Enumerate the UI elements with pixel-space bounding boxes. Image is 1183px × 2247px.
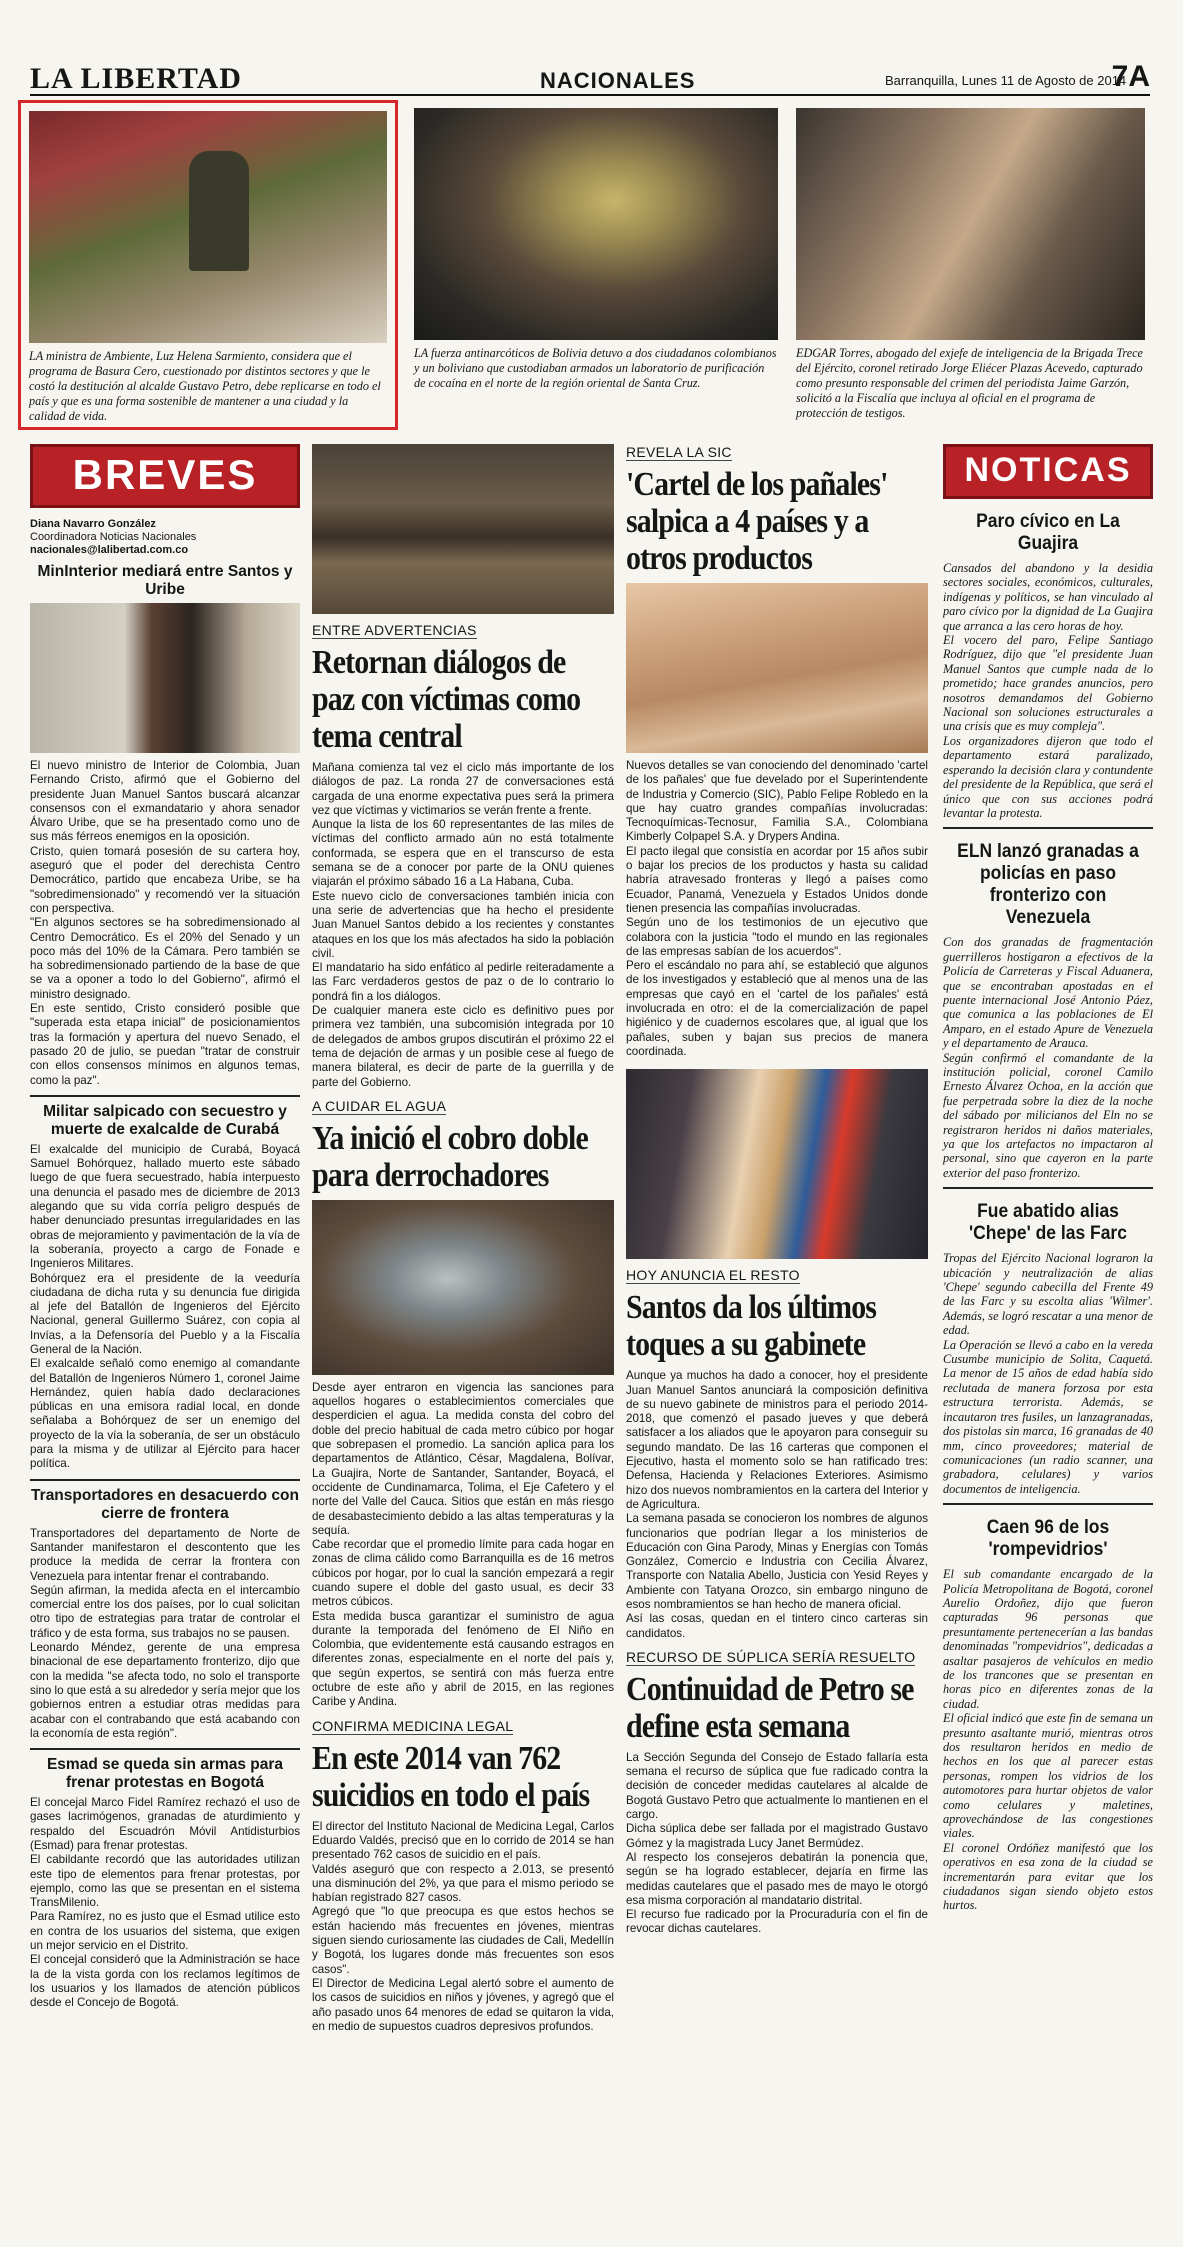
photo-lawyer-portrait: [796, 108, 1145, 340]
byline-name: Diana Navarro González: [30, 518, 156, 530]
photo-caption: LA fuerza antinarcóticos de Bolivia detuvo a dos ciudadanos colombianos y un boliviano que custodiaban armados un laboratorio de purificación de cocaína en el norte de la región oriental de Santa Cruz.: [414, 346, 777, 390]
brief-body: [30, 1796, 300, 2010]
brief-body: [30, 1143, 300, 1472]
noticias-column: [943, 444, 1153, 1913]
story-headline: Retornan diálogos de paz con víctimas como tema central: [312, 644, 581, 755]
paragraph: Aunque la lista de los 60 representantes de las miles de víctimas del conflicto armado aún no está totalmente conformada, se espera que en el transcurso de esta semana se de a conocer por parte de la ONU quienes viajarán el próximo sábado 16 a La Habana, Cuba.: [312, 818, 614, 889]
paragraph: Aunque ya muchos ha dado a conocer, hoy el presidente Juan Manuel Santos anunciará la composición definitiva de su nuevo gabinete de ministros para el periodo 2014-2018, que comenzó el pasado jueves y que deberá satisfacer a los aliados que le apoyaron para conseguir su segundo mandato. De las 16 carteras que componen el Ejecutivo, hasta el momento solo se han ratificado tres: Defensa, Hacienda y Relaciones Exteriores. Asimismo hizo dos nuevos nombramientos en la cartera del Interior y de Agricultura.: [626, 1369, 928, 1511]
paragraph: Mañana comienza tal vez el ciclo más importante de los diálogos de paz. La ronda 27 de conversaciones está cargada de una enorme expectativa pues será la primera vez que víctimas y victimarios se verán frente a frente.: [312, 761, 614, 817]
story-body: [626, 1369, 928, 1641]
paragraph: Cristo, quien tomará posesión de su cartera hoy, aseguró que el poder del derechista Centro Democrático, partido que encabeza Uribe, se ha "sobredimensionado" y recomendó ver la situación con perspectiva.: [30, 844, 300, 915]
peace-talks-photo: [312, 444, 614, 614]
photo-band: [18, 100, 1153, 430]
story-headline: Ya inició el cobro doble para derrochadores: [312, 1119, 588, 1194]
story-body: [312, 761, 614, 1090]
page-number: 7A: [1111, 60, 1150, 93]
paragraph: Nuevos detalles se van conociendo del denominado 'cartel de los pañales' que fue develado por el Superintendente de Industria y Comercio (SIC), Pablo Felipe Robledo en la que hay cuatro grandes compañías involucradas: Tecnoquímicas-Tecnosur, Familia S.A., Colombiana Kimberly Colpapel S.A. y Drypers Andina.: [626, 759, 928, 844]
paragraph: Según uno de los testimonios de un ejecutivo que colabora con la justicia "todo el mundo en las regionales de las empresas sabían de los acuerdos".: [626, 916, 928, 958]
paragraph: El coronel Ordóñez manifestó que los operativos en esa zona de la ciudad se incrementarán para evitar que los ciudadanos sigan siendo objeto estos hurtos.: [943, 1840, 1153, 1913]
paragraph: Desde ayer entraron en vigencia las sanciones para aquellos hogares o establecimientos comerciales que desperdicien el agua. La medida consta del cobro del doble del precio habitual de cada metro cúbico por hogar que sobrepasen el promedio. La sanción aplica para los departamentos de Atlántico, César, Magdalena, Bolívar, La Guajira, Norte de Santander, Santander, Boyacá, el occidente de Cundinamarca, Tolima, el Eje Cafetero y el norte del Valle del Cauca. Sitios que están en más riesgo de desabastecimiento debido a las altas temperaturas y la sequía.: [312, 1380, 614, 1537]
divider: [943, 1503, 1153, 1505]
paragraph: Con dos granadas de fragmentación guerrilleros hostigaron a efectivos de la Policía de Carreteras y Fiscal Aduanera, que se encontraban apostadas en el puente internacional José Antonio Páez, que comunica a las poblaciones de El Amparo, en el estado Apure de Venezuela y el departamento de Arauca.: [943, 935, 1153, 1051]
brief-body: [943, 1251, 1153, 1496]
paragraph: El Director de Medicina Legal alertó sobre el aumento de los casos de suicidios en niños y jóvenes, y agregó que el año pasado unos 64 menores de edad se quitaron la vida, en medio de supuestos cuadros depresivos profundos.: [312, 1976, 614, 2033]
divider: [30, 1479, 300, 1481]
story-kicker: REVELA LA SIC: [626, 444, 732, 460]
paragraph: Valdés aseguró que con respecto a 2.013, se presentó una disminución del 2%, ya que para el mismo periodo se habían registrado 827 casos.: [312, 1862, 614, 1905]
masthead: [30, 60, 1150, 96]
paragraph: La Sección Segunda del Consejo de Estado fallaría esta semana el recurso de súplica que fue radicado contra la decisión de conceder medidas cautelares al alcalde de Bogotá Gustavo Petro que actualmente lo mantienen en el cargo.: [626, 1750, 928, 1822]
story-headline: Santos da los últimos toques a su gabinete: [626, 1289, 877, 1364]
divider: [943, 1187, 1153, 1189]
brief-headline: Transportadores en desacuerdo con cierre de frontera: [31, 1486, 299, 1522]
story-body: [626, 1751, 928, 1937]
paragraph: Transportadores del departamento de Norte de Santander manifestaron el descontento que les produce la medida de cerrar la frontera con Venezuela para intentar frenar el contrabando.: [30, 1526, 300, 1583]
paragraph: El mandatario ha sido enfático al pedirle reiteradamente a las Farc verdaderos gestos de paz o de lo contrario lo pondrá fin a los diálogos.: [312, 961, 614, 1003]
paragraph: Pero el escándalo no para ahí, se estableció que algunos de los investigados y estableció que al menos una de las empresas que cayó en el 'cartel de los pañales' está involucrada en otro: el de la comercialización de papel higiénico y de cuadernos escolares que, al igual que los pañales, suben y bajan sus precios de manera coordinada.: [626, 959, 928, 1058]
divider: [30, 1748, 300, 1750]
brief-headline: Fue abatido alias 'Chepe' de las Farc: [969, 1201, 1127, 1245]
paragraph: "En algunos sectores se ha sobredimensionado al Centro Democrático. Es el 20% del Senado y un poco más del 10% de la Cámara. Pero también se ha sobredimensionado partiendo de la base de que se va a oponer a todo lo del Gobierno", afirmó el ministro designado.: [30, 916, 300, 1001]
newspaper-brand: LA LIBERTAD: [30, 62, 242, 95]
brief-headline: Militar salpicado con secuestro y muerte de exalcalde de Curabá: [43, 1102, 287, 1138]
paragraph: El cabildante recordó que las autoridades utilizan este tipo de elementos para frenar protestas, por ejemplo, como las que se presentan en el sistema TransMilenio.: [30, 1853, 300, 1910]
minister-photo: [30, 603, 300, 753]
byline-role: Coordinadora Noticias Nacionales: [30, 531, 197, 543]
paragraph: El director del Instituto Nacional de Medicina Legal, Carlos Eduardo Valdés, precisó que en lo corrido de 2014 se han presentado 762 casos de suicidio en el país.: [312, 1819, 614, 1862]
story-headline: 'Cartel de los pañales' salpica a 4 países y a otros productos: [626, 466, 888, 577]
story-body: [626, 759, 928, 1059]
paragraph: Esta medida busca garantizar el suministro de agua durante la temporada del fenómeno de El Niño en Colombia, que evidentemente está causando estragos en diferentes zonas, especialmente en el norte del país y, que según expertos, se sentirá con más fuerza entre octubre de este año y abril de 2015, en las regiones Caribe y Andina.: [312, 1609, 614, 1709]
byline-email: nacionales@lalibertad.com.co: [30, 544, 189, 556]
paragraph: Agregó que "lo que preocupa es que estos hechos se están haciendo más frecuentes en jóvenes, mientras siguen siendo curiosamente las ciudades de Cali, Medellín y Bogotá, los lugares donde más frecuentes son esos casos".: [312, 1905, 614, 1976]
photo-block-1: [18, 100, 398, 430]
paragraph: Dicha súplica debe ser fallada por el magistrado Gustavo Gómez y la magistrada Lucy Janet Bermúdez.: [626, 1822, 928, 1850]
brief-body: [30, 759, 300, 1088]
paragraph: La Operación se llevó a cabo en la vereda Cusumbe municipio de Solita, Caquetá. La menor de 15 años de edad había sido reclutada de manera forzosa por esta estructura terrorista. Además, se incautaron tres fusiles, un lanzagranadas, dos pistolas sin marca, 16 granadas de 40 mm, cinco proveedores; material de comunicaciones (un radio scanner, una grabadora, celulares) y varios documentos de inteligencia.: [943, 1337, 1153, 1496]
photo-caption: LA ministra de Ambiente, Luz Helena Sarmiento, considera que el programa de Basura Cero, cuestionado por distintos sectores y que le costó la destitución al alcalde Gustavo Petro, debe replicarse en todo el país y que es una forma sostenible de mantener a una ciudad y la calidad de vida.: [29, 349, 381, 423]
brief-headline: Esmad se queda sin armas para frenar protestas en Bogotá: [46, 1756, 284, 1792]
paragraph: Bohórquez era el presidente de la veeduría ciudadana de dicha ruta y su denuncia fue dirigida al jefe del Batallón de Ingenieros del Ejército Nacional, general Guillermo Suárez, con copia al Invías, a la Defensoría del Pueblo y a la Fiscalía General de la Nación.: [30, 1271, 300, 1356]
paragraph: El pacto ilegal que consistía en acordar por 15 años subir o bajar los precios de los productos y hasta su calidad habría atravesado fronteras y llegó a países como Ecuador, Panamá, Venezuela y Estados Unidos donde tienen presencia las compañías involucradas.: [626, 844, 928, 915]
santos-photo: [626, 1069, 928, 1259]
paragraph: Cansados del abandono y la desidia sectores sociales, económicos, culturales, indígenas y políticos, se han vinculado al paro cívico por la dignidad de La Guajira que arranca a las cero horas de hoy.: [943, 561, 1153, 633]
story-kicker: HOY ANUNCIA EL RESTO: [626, 1267, 800, 1284]
byline: [30, 518, 300, 557]
paragraph: El recurso fue radicado por la Procuraduría con el fin de revocar dichas cautelares.: [626, 1908, 928, 1936]
paragraph: El oficial indicó que este fin de semana un presunto asaltante murió, mientras otros dos resultaron heridos en medio de hechos en los que al parecer estas personas, rompen los vidrios de los automotores para hurtar objetos de valor como celulares y maletines, aprovechándose de las congestiones viales.: [943, 1711, 1153, 1841]
paragraph: La semana pasada se conocieron los nombres de algunos funcionarios que podrían llegar a los ministerios de Educación con Gina Parody, Minas y Energías con Tomás González, Comercio e Industria con Cecilia Álvarez, Transporte con Natalia Abello, Justicia con Yesid Reyes y Ambiente con Tatyana Orozco, sin embargo ninguno de esos nombramientos se han hecho de manera oficial.: [626, 1512, 928, 1611]
paragraph: El nuevo ministro de Interior de Colombia, Juan Fernando Cristo, afirmó que el Gobierno del presidente Juan Manuel Santos buscará alcanzar consensos con el exmandatario y ahora senador Álvaro Uribe, que se ha presentado como uno de sus más férreos enemigos en la oposición.: [30, 759, 300, 844]
brief-body: [943, 935, 1153, 1180]
story-body: [312, 1820, 614, 2034]
paragraph: Cabe recordar que el promedio límite para cada hogar en zonas de clima cálido como Barranquilla es de 16 metros cúbicos por hogar, por lo cual la sanción empezará a regir cuando supere el doble del gasto usual, es decir 33 metros cúbicos.: [312, 1538, 614, 1609]
breves-column: [30, 444, 300, 2011]
paragraph: Así las cosas, quedan en el tintero cinco carteras sin candidatos.: [626, 1612, 928, 1640]
brief-headline: ELN lanzó granadas a policías en paso fronterizo con Venezuela: [957, 841, 1139, 929]
diapers-photo: [626, 583, 928, 753]
brief-headline: Paro cívico en La Guajira: [976, 511, 1120, 554]
noticias-label: NOTICAS: [943, 444, 1153, 499]
news-column-2: [312, 444, 614, 2034]
story-headline: En este 2014 van 762 suicidios en todo el país: [312, 1739, 590, 1814]
divider: [943, 827, 1153, 829]
story-kicker: RECURSO DE SÚPLICA SERÍA RESUELTO: [626, 1648, 916, 1665]
paragraph: Este nuevo ciclo de conversaciones también inicia con una serie de advertencias que ha hecho el presidente Juan Manuel Santos debido a los recientes y constantes ataques en los que los más afectados ha sido la población civil.: [312, 889, 614, 960]
photo-cocaine-lab: [414, 108, 778, 340]
section-title: NACIONALES: [540, 68, 696, 93]
paragraph: Según confirmó el comandante de la institución policial, coronel Camilo Ernesto Álvarez Ochoa, en la acción que fue perpetrada sobre la diez de la noche del sábado por milicianos del Eln no se registraron heridos ni daños materiales, ya que los artefactos no impactaron al personal, sino que cayeron en la parte exterior del paso fronterizo.: [943, 1050, 1153, 1180]
paragraph: Para Ramírez, no es justo que el Esmad utilice esto en contra de los usuarios del sistema, que exigen un mejor servicio en el Distrito.: [30, 1910, 300, 1953]
breves-label: BREVES: [30, 444, 300, 508]
paragraph: El vocero del paro, Felipe Santiago Rodríguez, dijo que "el presidente Juan Manuel Santos que cumple nada de lo prometido; hace grandes anuncios, pero nosotros demandamos del Gobierno Nacional son soluciones estructurales a una crisis que es muy compleja".: [943, 633, 1153, 734]
story-headline: Continuidad de Petro se define esta semana: [626, 1670, 914, 1745]
paragraph: De cualquier manera este ciclo es definitivo pues por primera vez también, una subcomisión integrada por 10 de delegados de ambos grupos discutirán el próximo 22 el tema de dejación de armas y un posible cese al fuego de manera bilateral, es decir de parte de la guerrilla y de parte del Gobierno.: [312, 1004, 614, 1089]
story-kicker: ENTRE ADVERTENCIAS: [312, 622, 477, 638]
paragraph: El concejal consideró que la Administración se hace la de la vista gorda con los reclamos legítimos de los usuarios y los llamados de atención públicos desde el Concejo de Bogotá.: [30, 1953, 300, 2010]
paragraph: En este sentido, Cristo consideró posible que "superada esta etapa inicial" de posicionamientos tras la formación y apertura del nuevo Senado, el pasado 20 de julio, se puedan "tratar de construir con ellos consensos mínimos en algunos temas, como la paz".: [30, 1002, 300, 1087]
brief-body: [943, 561, 1153, 820]
paragraph: El sub comandante encargado de la Policía Metropolitana de Bogotá, coronel Aurelio Ordoñez, dijo que fueron capturadas 96 personas que presuntamente pertenecerían a las bandas denominadas "rompevidrios", dedicadas a asaltar pasajeros de vehículos en medio de los trancones que se presentan en horas pico en diferentes zonas de la ciudad.: [943, 1567, 1153, 1711]
paragraph: Los organizadores dijeron que todo el departamento estará paralizado, esperando la decisión clara y contundente del presidente de la República, que será el único que con sus acciones podrá levantar la protesta.: [943, 733, 1153, 820]
water-tap-photo: [312, 1200, 614, 1375]
paragraph: Al respecto los consejeros debatirán la ponencia que, según se ha logrado establecer, dejaría en firme las medidas cautelares que el pasado mes de mayo le otorgó esa misma corporación al mandatario distrital.: [626, 1850, 928, 1907]
story-kicker: CONFIRMA MEDICINA LEGAL: [312, 1717, 514, 1734]
photo-block-3: [788, 100, 1153, 430]
news-column-3: [626, 444, 928, 1937]
brief-body: [30, 1527, 300, 1741]
divider: [30, 1095, 300, 1097]
brief-headline: Caen 96 de los 'rompevidrios': [986, 1517, 1110, 1561]
paragraph: Según afirman, la medida afecta en el intercambio comercial entre los dos países, por lo cual solicitan otro tipo de estrategias para tratar de controlar el tráfico y de esta forma, sus trabajos no se pausen.: [30, 1583, 300, 1640]
brief-body: [943, 1567, 1153, 1913]
photo-caption: EDGAR Torres, abogado del exjefe de inteligencia de la Brigada Trece del Ejército, coronel retirado Jorge Eliécer Plazas Acevedo, capturado como presunto responsable del crimen del periodista Jaime Garzón, solicitó a la Fiscalía que incluya al oficial en el programa de protección de testigos.: [796, 346, 1143, 420]
paragraph: El concejal Marco Fidel Ramírez rechazó el uso de gases lacrimógenos, granadas de aturdimiento y respaldo del Escuadrón Móvil Antidisturbios (Esmad) para frenar protestas.: [30, 1796, 300, 1852]
photo-block-2: [406, 100, 786, 430]
paragraph: El exalcalde señaló como enemigo al comandante del Batallón de Ingenieros Número 1, coronel Jaime Hernández, quien había dado declaraciones públicas en una emisora radial local, en donde señalaba a Bohórquez de ser un enemigo del proyecto de la vía la soberanía, de ser un obstáculo para la misma y de utilizar al Ejército para hacer política.: [30, 1357, 300, 1471]
story-body: [312, 1381, 614, 1710]
brief-headline: MinInterior mediará entre Santos y Uribe: [37, 563, 293, 598]
story-kicker: A CUIDAR EL AGUA: [312, 1097, 447, 1114]
paragraph: Leonardo Méndez, gerente de una empresa binacional de ese departamento fronterizo, dijo que con la medida "se afecta todo, no solo el transporte sino lo que está a su alrededor y sería mejor que los gobiernos entren a estudiar otras medidas para acabar con el contrabando que está acabando con la economía de esta región".: [30, 1641, 300, 1740]
paragraph: El exalcalde del municipio de Curabá, Boyacá Samuel Bohórquez, hallado muerto este sábado luego de que fuera secuestrado, había interpuesto una denuncia el pasado mes de diciembre de 2013 alegando que su vida corría peligro después de haber denunciado presuntas irregularidades en las obras de mejoramiento y pavimentación de la vía de la soberanía, proyecto a cargo de Fonade e Ingenieros Militares.: [30, 1142, 300, 1271]
photo-waste-collection: [29, 111, 387, 343]
paragraph: Tropas del Ejército Nacional lograron la ubicación y neutralización de alias 'Chepe' segundo cabecilla del Frente 49 de las Farc y su escolta alias 'Wilmer'. Además, se logró rescatar a una menor de edad.: [943, 1251, 1153, 1338]
dateline: Barranquilla, Lunes 11 de Agosto de 2014: [885, 73, 1127, 88]
